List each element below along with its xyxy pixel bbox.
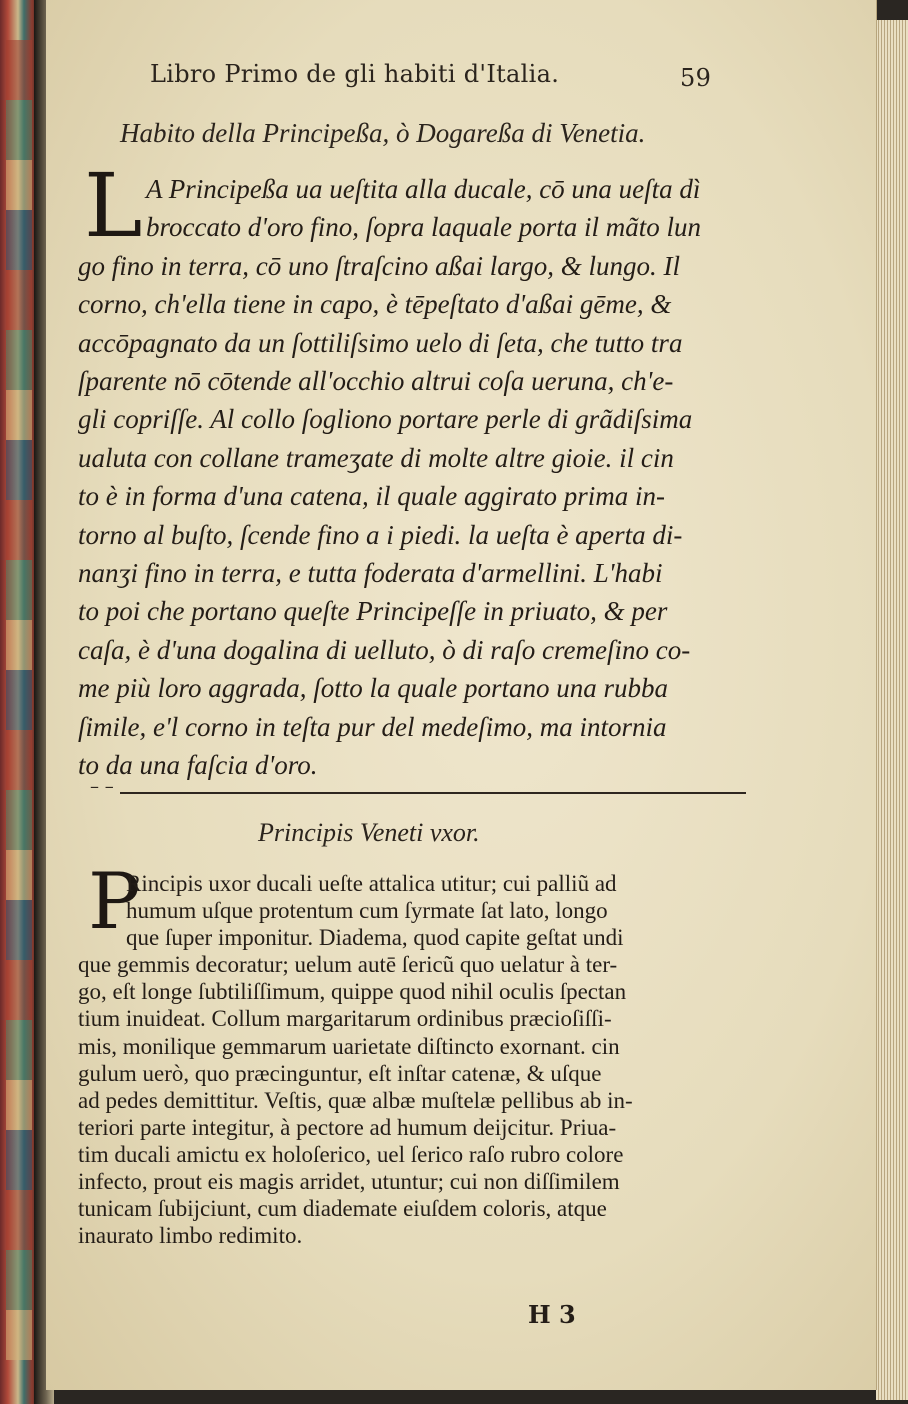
text-line: Rincipis uxor ducali ueſte attalica utitur; cui palliũ ad (126, 871, 617, 896)
text-line: ad pedes demittitur. Veſtis, quæ albæ muſtelæ pellibus ab in- (78, 1087, 633, 1113)
text-line: ualuta con collane trameʒate di molte altre gioie. il cin (78, 442, 674, 473)
text-line: tim ducali amictu ex holoſerico, uel ſerico raſo rubro colore (78, 1141, 624, 1167)
text-line: humum uſque protentum cum ſyrmate ſat lato, longo (126, 898, 608, 924)
italian-section-title: Habito della Principeßa, ò Dogareßa di Venetia. (120, 118, 646, 148)
text-line: infecto, prout eis magis arridet, utuntur; cui non diſſimilem (78, 1169, 620, 1195)
text-line: nanʒi fino in terra, e tutta foderata d'armellini. L'habi (78, 558, 663, 589)
text-line: tunicam ſubijciunt, cum diademate eiuſdem coloris, atque (78, 1196, 607, 1222)
text-line: tium inuideat. Collum margaritarum ordinibus præcioſiſſi- (78, 1006, 612, 1032)
text-line: broccato d'oro fino, ſopra laquale porta il mãto lun (146, 212, 702, 243)
text-line: mis, monilique gemmarum uarietate diſtincto exornant. cin (78, 1033, 620, 1059)
text-line: que gemmis decoratur; uelum autē ſericũ quo uelatur à ter- (78, 952, 618, 978)
text-line: go fino in terra, cō uno ſtraſcino aßai largo, & lungo. Il (78, 250, 680, 281)
latin-body-text (78, 870, 778, 1249)
latin-drop-cap: P (88, 857, 141, 947)
running-head (150, 60, 750, 92)
page-number: 59 (680, 64, 712, 92)
text-line: me più loro aggrada, ſotto la quale portano una rubba (78, 673, 669, 704)
italian-drop-cap: L (84, 154, 143, 257)
text-line: teriori parte integitur, à pectore ad humum deijcitur. Priua- (78, 1114, 617, 1140)
text-line: to da una faſcia d'oro. (78, 750, 318, 781)
text-line: torno al buſto, ſcende fino a i piedi. la ueſta è aperta di- (78, 519, 683, 550)
text-line: accōpagnato da un ſottiliſsimo uelo di ſeta, che tutto tra (78, 327, 683, 358)
text-line: ſparente nō cōtende all'occhio altrui coſa ueruna, ch'e- (78, 366, 674, 397)
text-line: go, eſt longe ſubtiliſſimum, quippe quod nihil oculis ſpectan (78, 979, 627, 1005)
page-edges (876, 20, 908, 1400)
latin-section-title: Principis Veneti vxor. (258, 818, 480, 847)
signature-mark: H 3 (528, 1300, 576, 1329)
text-line: caſa, è d'una dogalina di uelluto, ò di raſo cremeſino co- (78, 634, 691, 665)
text-line: gulum uerò, quo præcinguntur, eſt inſtar catenæ, & uſque (78, 1060, 602, 1086)
text-line: gli copriſſe. Al collo ſogliono portare perle di grãdiſsima (78, 404, 693, 435)
italian-body-text (78, 170, 768, 785)
text-line: to è in forma d'una catena, il quale aggirato prima in- (78, 481, 665, 512)
text-line: corno, ch'ella tiene in capo, è tēpeſtato d'aßai gēme, & (78, 289, 672, 320)
text-line: A Principeßa ua ueſtita alla ducale, cō una ueſta dì (146, 174, 701, 204)
text-line: inaurato limbo redimito. (78, 1223, 303, 1249)
section-divider (120, 792, 746, 794)
rule-mark: – – (90, 776, 114, 797)
text-line: ſimile, e'l corno in teſta pur del medeſimo, ma intornia (78, 711, 667, 742)
text-line: que ſuper imponitur. Diadema, quod capite geſtat undi (126, 925, 624, 951)
running-head-title: Libro Primo de gli habiti d'Italia. (150, 60, 560, 88)
text-line: to poi che portano queſte Principeſſe in priuato, & per (78, 596, 668, 627)
